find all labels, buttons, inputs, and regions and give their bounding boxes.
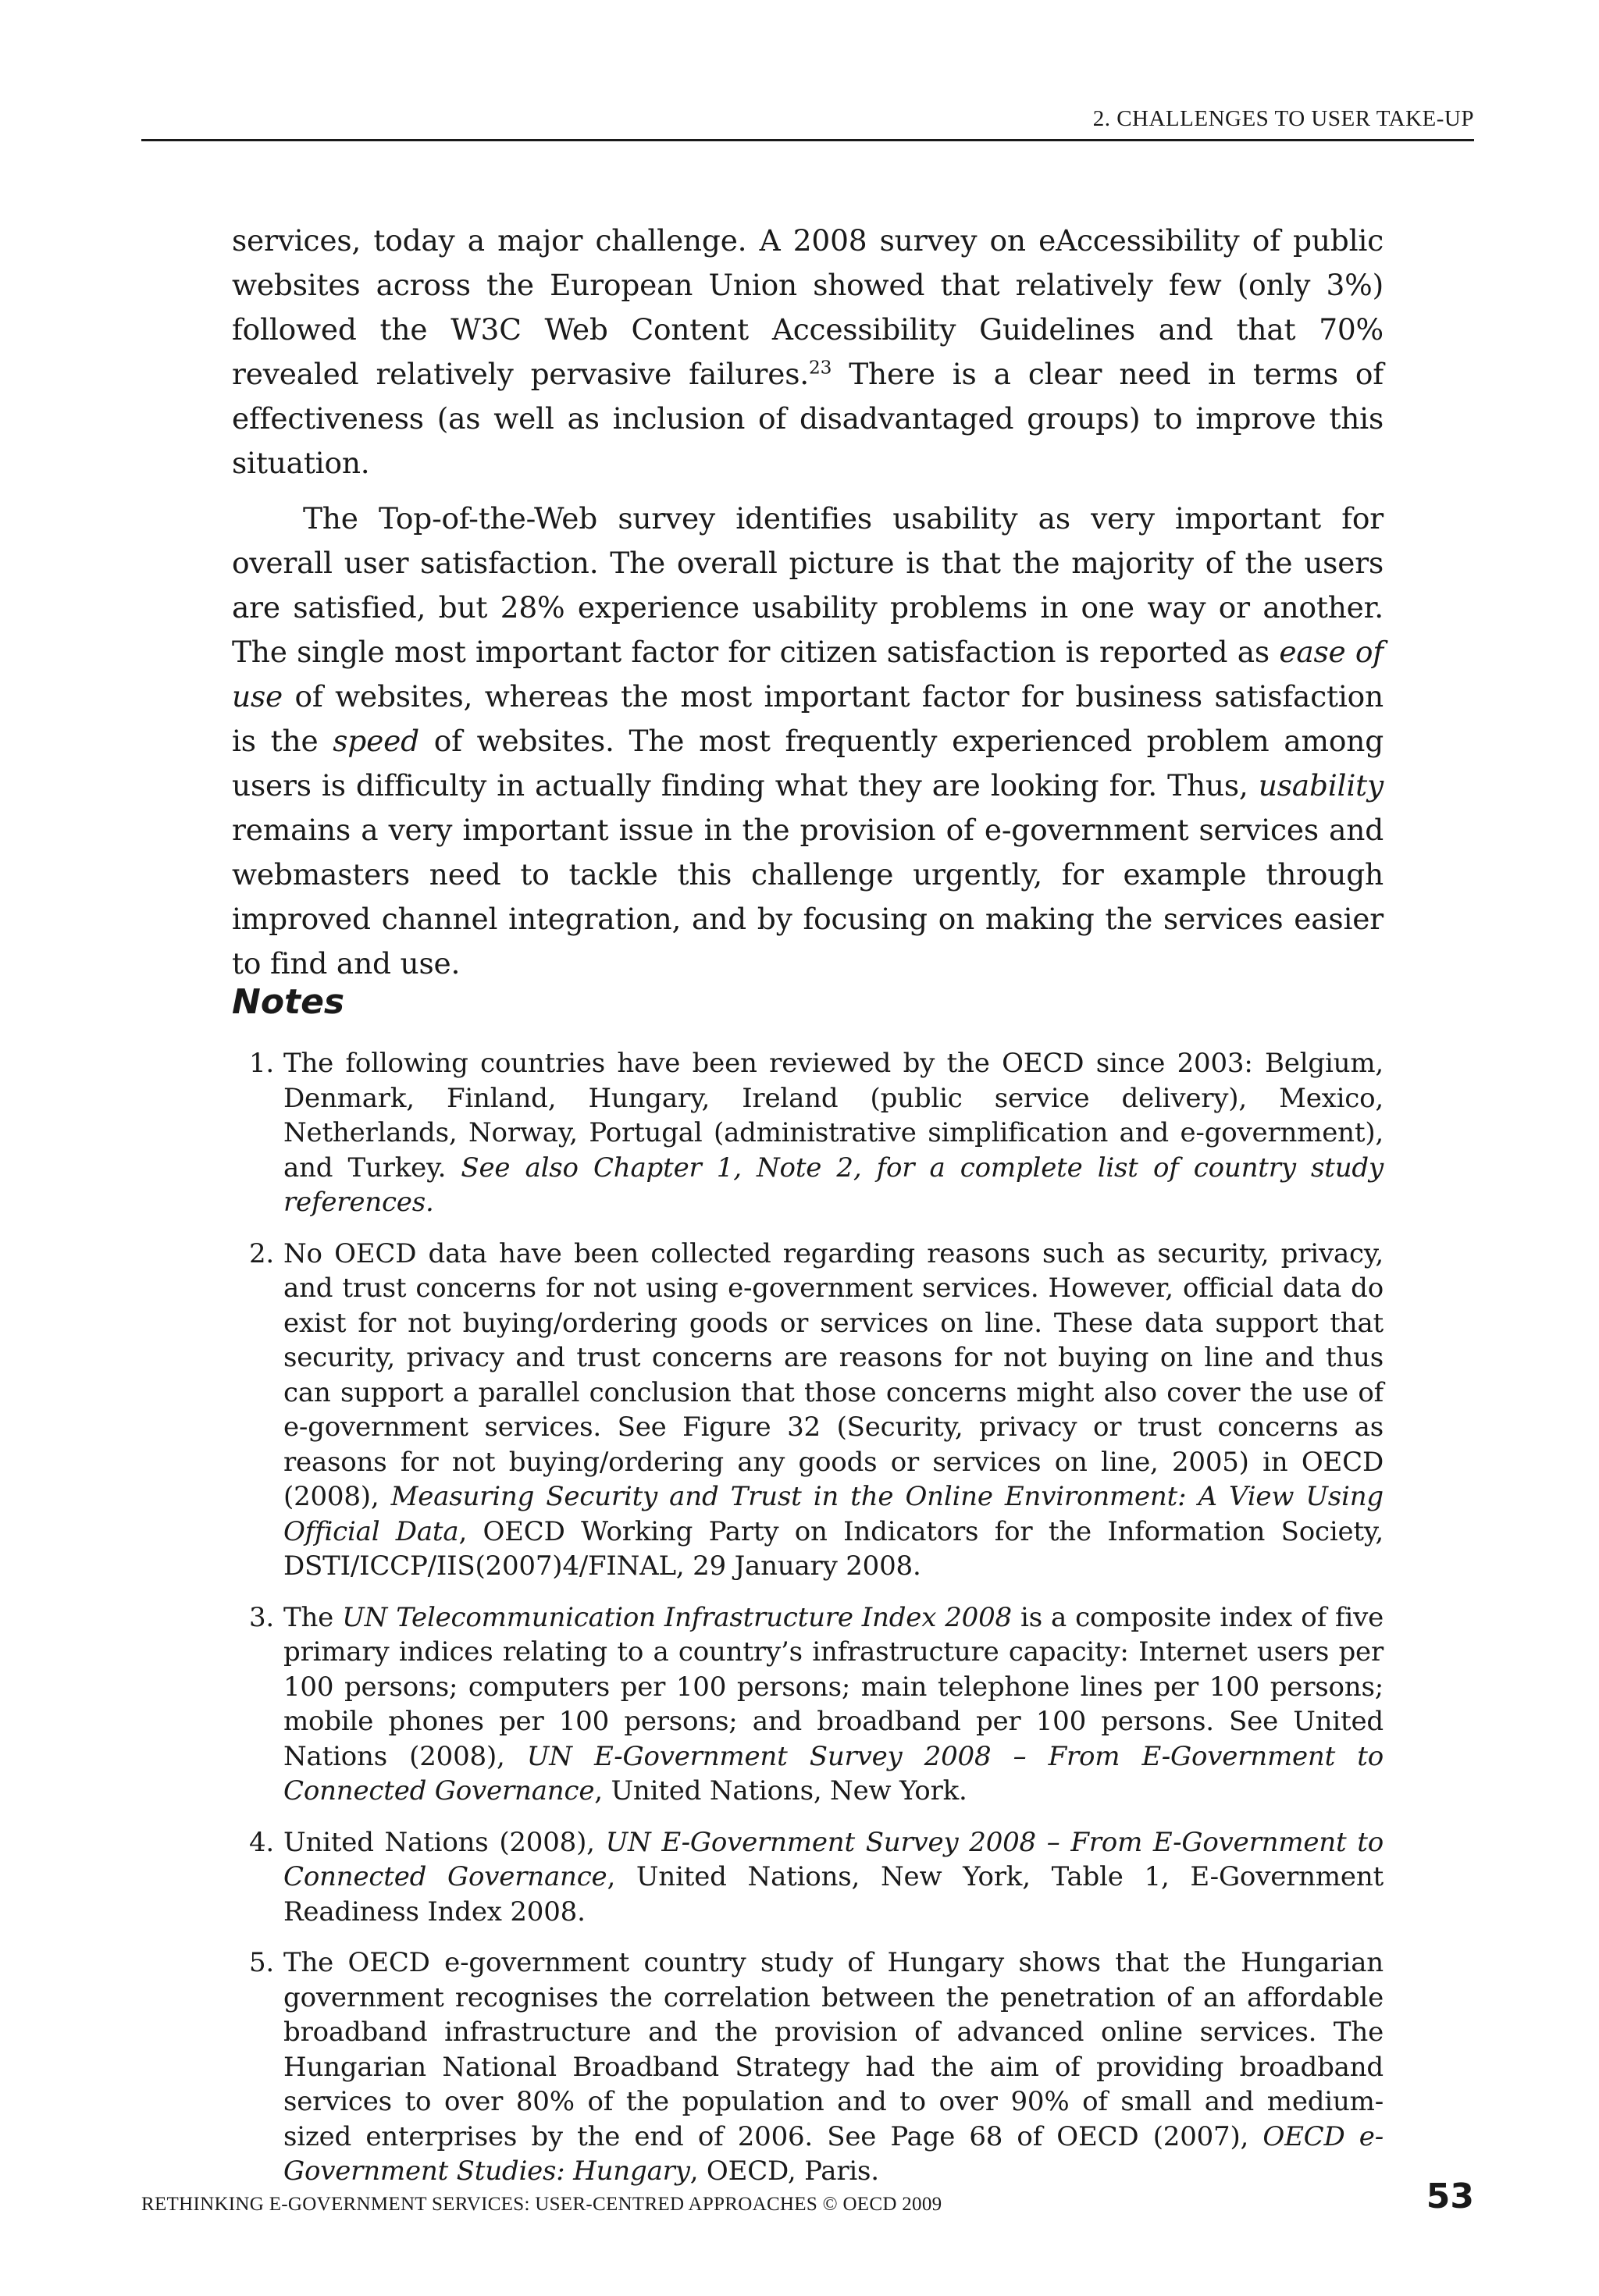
footnote-ref: 23 [809,357,832,379]
note-text: The [283,1601,343,1633]
note-item [232,1945,1384,2189]
note-item [232,1046,1384,1220]
paragraph-text: services, today a major challenge. A 2008 survey on eAccessibility of public websites across the European Union showed that relatively few (only 3%) followed the W3C Web Content Accessibility Guidelines and that 70% revealed relatively pervasive failures. [232,223,1384,391]
note-emphasis: UN E-Government Survey 2008 – From E-Government to Connected Governance [283,1826,1384,1892]
running-header [141,106,1474,141]
paragraph-text: remains a very important issue in the provision of e-government services and webmasters need to tackle this challenge urgently, for example through improved channel integration, and by focusing on making the services easier to find and use. [232,813,1384,981]
note-text: The OECD e-government country study of Hungary shows that the Hungarian government recognises the correlation between the penetration of an affordable broadband infrastructure and the provision of advanced online services. The Hungarian National Broadband Strategy had the aim of providing broadband services to over 80% of the population and to over 90% of small and medium-sized enterprises by the end of 2006. See Page 68 of OECD (2007), [283,1947,1384,2152]
page-number: 53 [1426,2177,1474,2216]
note-emphasis: UN E-Government Survey 2008 – From E-Government to Connected Governance [283,1740,1384,1807]
note-item [232,1600,1384,1809]
note-text: is a composite index of five primary indices relating to a country’s infrastructure capacity: Internet users per 100 persons; computers per 100 persons; main telephone lines per 100 persons; mobile phones per 100 persons; and broadband per 100 persons. See United Nations (2008), [283,1601,1384,1772]
main-text [232,219,1384,997]
paragraph-text: of websites. The most frequently experienced problem among users is difficulty in actually finding what they are looking for. Thus, [232,724,1384,803]
running-footer: RETHINKING E-GOVERNMENT SERVICES: USER-CENTRED APPROACHES © OECD 2009 [141,2194,942,2215]
note-number: 4. [249,1826,275,1858]
note-number: 3. [249,1601,275,1633]
note-text: The following countries have been reviewed by the OECD since 2003: Belgium, Denmark, Finland, Hungary, Ireland (public service delivery), Mexico, Netherlands, Norway, Portugal (administrative simplification and e-government), and Turkey. [283,1048,1384,1184]
note-emphasis: OECD e-Government Studies: Hungary [283,2120,1384,2187]
note-number: 5. [249,1947,275,1978]
paragraph-1 [232,219,1384,486]
note-text: , OECD, Paris. [689,2155,879,2187]
note-text: United Nations (2008), [283,1826,606,1858]
note-number: 2. [249,1237,275,1269]
emphasis: speed [333,724,419,758]
emphasis: ease of use [232,635,1384,714]
note-text: , OECD Working Party on Indicators for the Information Society, DSTI/ICCP/IIS(2007)4/FINAL, 29 January 2008. [283,1515,1384,1582]
note-number: 1. [249,1048,275,1079]
notes-list [232,1046,1384,2205]
paragraph-text: of websites, whereas the most important factor for business satisfaction is the [232,679,1384,758]
note-text: No OECD data have been collected regarding reasons such as security, privacy, and trust concerns for not using e-government services. However, official data do exist for not buying/ordering goods or services on line. These data support that security, privacy and trust concerns are reasons for not buying on line and thus can support a parallel conclusion that those concerns might also cover the use of e-government services. See Figure 32 (Security, privacy or trust concerns as reasons for not buying/ordering any goods or services on line, 2005) in OECD (2008), [283,1237,1384,1512]
notes-heading: Notes [232,982,345,1022]
note-emphasis: UN Telecommunication Infrastructure Index 2008 [342,1601,1012,1633]
note-item [232,1825,1384,1930]
chapter-title: 2. CHALLENGES TO USER TAKE-UP [1092,106,1474,131]
note-item [232,1237,1384,1584]
note-emphasis: See also Chapter 1, Note 2, for a complete list of country study references. [283,1152,1384,1218]
emphasis: usability [1258,768,1384,803]
paragraph-2 [232,497,1384,986]
paragraph-text: The Top-of-the-Web survey identifies usability as very important for overall user satisfaction. The overall picture is that the majority of the users are satisfied, but 28% experience usability problems in one way or another. The single most important factor for citizen satisfaction is reported as [232,501,1384,669]
paragraph-text: There is a clear need in terms of effectiveness (as well as inclusion of disadvantaged groups) to improve this situation. [232,357,1384,480]
note-text: , United Nations, New York. [594,1775,967,1807]
note-emphasis: Measuring Security and Trust in the Online Environment: A View Using Official Data [283,1481,1384,1547]
note-text: , United Nations, New York, Table 1, E-Government Readiness Index 2008. [283,1861,1384,1928]
